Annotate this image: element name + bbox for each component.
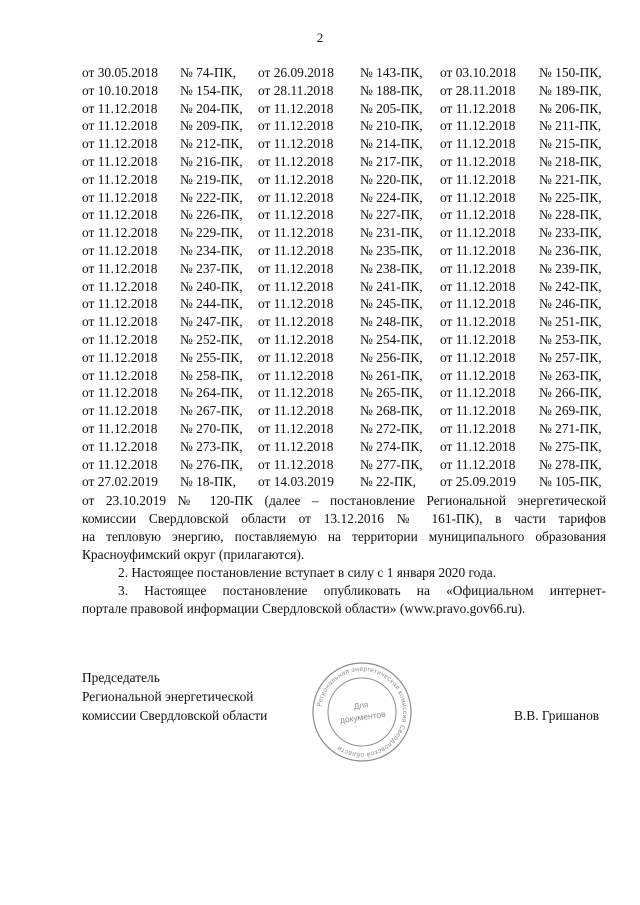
resolution-number: № 276-ПК, <box>180 456 243 472</box>
resolution-number: № 225-ПК, <box>539 189 602 205</box>
resolution-date: от 03.10.2018 <box>440 65 516 80</box>
resolution-date: от 11.12.2018 <box>440 189 516 205</box>
resolution-number: № 210-ПК, <box>360 118 423 134</box>
resolution-date: от 11.12.2018 <box>82 438 158 454</box>
resolution-number: № 272-ПК, <box>360 420 423 436</box>
resolution-date: от 14.03.2019 <box>258 474 334 490</box>
resolution-date: от 11.12.2018 <box>258 367 334 383</box>
item-3-line-2: портале правовой информации Свердловской области» (www.pravo.gov66.ru). <box>82 601 526 616</box>
resolution-date: от 11.12.2018 <box>82 171 158 187</box>
resolution-date: от 11.12.2018 <box>82 207 158 223</box>
resolution-row <box>0 206 640 224</box>
resolution-number: № 275-ПК, <box>539 438 602 454</box>
resolution-date: от 11.12.2018 <box>82 136 158 152</box>
resolution-number: № 234-ПК, <box>180 242 243 258</box>
resolution-number: № 238-ПК, <box>360 260 423 276</box>
resolution-number: № 228-ПК, <box>539 207 602 223</box>
resolution-number: № 189-ПК, <box>539 82 602 98</box>
resolution-number: № 264-ПК, <box>180 385 243 401</box>
resolution-number: № 235-ПК, <box>360 242 423 258</box>
resolution-row <box>0 278 640 296</box>
resolution-row <box>0 456 640 474</box>
resolution-row <box>0 82 640 100</box>
resolution-row <box>0 260 640 278</box>
resolution-date: от 11.12.2018 <box>440 171 516 187</box>
resolution-date: от 11.12.2018 <box>82 403 158 419</box>
resolution-date: от 28.11.2018 <box>258 82 334 98</box>
resolution-date: от 25.09.2019 <box>440 474 516 490</box>
resolution-number: № 240-ПК, <box>180 278 243 294</box>
continuation-line-2: комиссии Свердловской области от 13.12.2016 № 161-ПК), в части тарифов <box>82 511 606 526</box>
resolution-date: от 11.12.2018 <box>258 331 334 347</box>
resolution-number: № 274-ПК, <box>360 438 423 454</box>
resolution-number: № 236-ПК, <box>539 242 602 258</box>
resolution-number: № 244-ПК, <box>180 296 243 312</box>
resolution-number: № 256-ПК, <box>360 349 423 365</box>
resolution-date: от 11.12.2018 <box>440 278 516 294</box>
continuation-line-4: Красноуфимский округ (прилагаются). <box>82 547 305 562</box>
resolution-number: № 219-ПК, <box>180 171 243 187</box>
resolution-row <box>0 242 640 260</box>
resolution-row <box>0 367 640 385</box>
resolution-date: от 28.11.2018 <box>440 82 516 98</box>
resolution-number: № 205-ПК, <box>360 100 423 116</box>
resolution-number: № 22-ПК, <box>360 474 416 490</box>
resolution-number: № 231-ПК, <box>360 225 423 241</box>
resolution-number: № 233-ПК, <box>539 225 602 241</box>
resolution-number: № 257-ПК, <box>539 349 602 365</box>
resolutions-table <box>0 64 640 491</box>
resolution-date: от 11.12.2018 <box>258 456 334 472</box>
resolution-number: № 271-ПК, <box>539 420 602 436</box>
resolution-number: № 154-ПК, <box>180 82 243 98</box>
resolution-date: от 11.12.2018 <box>258 260 334 276</box>
resolution-number: № 204-ПК, <box>180 100 243 116</box>
resolution-number: № 246-ПК, <box>539 296 602 312</box>
resolution-date: от 11.12.2018 <box>82 456 158 472</box>
resolution-number: № 224-ПК, <box>360 189 423 205</box>
resolution-number: № 254-ПК, <box>360 331 423 347</box>
resolution-date: от 11.12.2018 <box>440 420 516 436</box>
resolution-date: от 11.12.2018 <box>258 100 334 116</box>
resolution-date: от 11.12.2018 <box>440 225 516 241</box>
resolution-number: № 105-ПК, <box>539 474 602 490</box>
resolution-date: от 11.12.2018 <box>440 296 516 312</box>
resolution-number: № 214-ПК, <box>360 136 423 152</box>
resolution-number: № 265-ПК, <box>360 385 423 401</box>
resolution-number: № 227-ПК, <box>360 207 423 223</box>
resolution-date: от 11.12.2018 <box>258 420 334 436</box>
signatory-title-line: Председатель <box>82 670 160 685</box>
resolution-date: от 11.12.2018 <box>258 136 334 152</box>
resolution-row <box>0 64 640 82</box>
resolution-date: от 30.05.2018 <box>82 65 158 80</box>
resolution-number: № 206-ПК, <box>539 100 602 116</box>
resolution-number: № 245-ПК, <box>360 296 423 312</box>
resolution-number: № 209-ПК, <box>180 118 243 134</box>
resolution-number: № 74-ПК, <box>180 65 236 80</box>
resolution-number: № 222-ПК, <box>180 189 243 205</box>
resolution-number: № 242-ПК, <box>539 278 602 294</box>
resolution-date: от 11.12.2018 <box>258 438 334 454</box>
signatory-title <box>82 668 267 725</box>
resolution-date: от 11.12.2018 <box>82 314 158 330</box>
item-3-line-1: 3. Настоящее постановление опубликовать на «Официальном интернет- <box>118 583 606 598</box>
resolution-row <box>0 100 640 118</box>
resolution-date: от 26.09.2018 <box>258 65 334 80</box>
resolution-number: № 237-ПК, <box>180 260 243 276</box>
resolution-date: от 11.12.2018 <box>258 207 334 223</box>
resolution-date: от 10.10.2018 <box>82 82 158 98</box>
official-seal-stamp <box>310 660 414 764</box>
resolution-number: № 247-ПК, <box>180 314 243 330</box>
resolution-number: № 239-ПК, <box>539 260 602 276</box>
seal-inner-bottom: документов <box>339 708 387 726</box>
resolution-date: от 11.12.2018 <box>440 438 516 454</box>
resolution-row <box>0 438 640 456</box>
resolution-date: от 11.12.2018 <box>82 118 158 134</box>
resolution-date: от 11.12.2018 <box>258 296 334 312</box>
resolution-number: № 255-ПК, <box>180 349 243 365</box>
resolution-row <box>0 349 640 367</box>
resolution-number: № 258-ПК, <box>180 367 243 383</box>
resolution-date: от 11.12.2018 <box>440 456 516 472</box>
resolution-date: от 11.12.2018 <box>440 136 516 152</box>
resolution-row <box>0 473 640 491</box>
resolution-date: от 11.12.2018 <box>258 403 334 419</box>
continuation-line-3: на тепловую энергию, поставляемую на территории муниципального образования <box>82 529 606 544</box>
item-2: 2. Настоящее постановление вступает в силу с 1 января 2020 года. <box>118 565 497 580</box>
resolution-date: от 11.12.2018 <box>258 171 334 187</box>
resolution-date: от 11.12.2018 <box>258 225 334 241</box>
resolution-number: № 220-ПК, <box>360 171 423 187</box>
resolution-date: от 11.12.2018 <box>440 153 516 169</box>
resolution-number: № 277-ПК, <box>360 456 423 472</box>
resolution-date: от 11.12.2018 <box>82 242 158 258</box>
resolution-date: от 11.12.2018 <box>82 420 158 436</box>
resolution-row <box>0 135 640 153</box>
resolution-date: от 11.12.2018 <box>258 153 334 169</box>
resolution-date: от 11.12.2018 <box>440 100 516 116</box>
signatory-title-line: Региональной энергетической <box>82 689 254 704</box>
resolution-number: № 253-ПК, <box>539 331 602 347</box>
resolution-number: № 216-ПК, <box>180 153 243 169</box>
resolution-number: № 266-ПК, <box>539 385 602 401</box>
resolution-date: от 11.12.2018 <box>440 385 516 401</box>
resolution-date: от 11.12.2018 <box>440 367 516 383</box>
resolution-date: от 11.12.2018 <box>82 153 158 169</box>
signatory-name: В.В. Гришанов <box>514 708 600 723</box>
resolution-date: от 11.12.2018 <box>258 242 334 258</box>
resolution-date: от 11.12.2018 <box>258 118 334 134</box>
resolution-number: № 18-ПК, <box>180 474 236 490</box>
resolution-date: от 11.12.2018 <box>82 296 158 312</box>
resolution-row <box>0 384 640 402</box>
resolution-date: от 11.12.2018 <box>440 207 516 223</box>
resolution-date: от 27.02.2019 <box>82 474 158 490</box>
resolution-date: от 11.12.2018 <box>82 100 158 116</box>
resolution-number: № 212-ПК, <box>180 136 243 152</box>
seal-ring-text: Региональная энергетическая комиссия Свердловской области <box>316 665 409 759</box>
resolution-date: от 11.12.2018 <box>258 349 334 365</box>
resolution-row <box>0 331 640 349</box>
resolution-row <box>0 295 640 313</box>
resolution-date: от 11.12.2018 <box>82 385 158 401</box>
resolution-number: № 248-ПК, <box>360 314 423 330</box>
resolution-row <box>0 153 640 171</box>
resolution-number: № 226-ПК, <box>180 207 243 223</box>
resolution-number: № 150-ПК, <box>539 65 602 80</box>
resolution-row <box>0 171 640 189</box>
resolution-date: от 11.12.2018 <box>258 385 334 401</box>
resolution-date: от 11.12.2018 <box>258 189 334 205</box>
resolution-number: № 218-ПК, <box>539 153 602 169</box>
resolution-number: № 270-ПК, <box>180 420 243 436</box>
resolution-row <box>0 420 640 438</box>
resolution-row <box>0 313 640 331</box>
resolution-date: от 11.12.2018 <box>82 189 158 205</box>
seal-inner-top: Для <box>353 700 369 712</box>
resolution-number: № 217-ПК, <box>360 153 423 169</box>
resolution-date: от 11.12.2018 <box>440 118 516 134</box>
resolution-date: от 11.12.2018 <box>440 331 516 347</box>
resolution-number: № 273-ПК, <box>180 438 243 454</box>
resolution-row <box>0 402 640 420</box>
resolution-date: от 11.12.2018 <box>440 349 516 365</box>
resolution-date: от 11.12.2018 <box>82 278 158 294</box>
resolution-number: № 252-ПК, <box>180 331 243 347</box>
page-number: 2 <box>316 30 324 45</box>
resolution-date: от 11.12.2018 <box>82 331 158 347</box>
resolution-date: от 11.12.2018 <box>82 225 158 241</box>
resolution-number: № 215-ПК, <box>539 136 602 152</box>
signatory-title-line: комиссии Свердловской области <box>82 708 268 723</box>
resolution-number: № 143-ПК, <box>360 65 423 80</box>
resolution-date: от 11.12.2018 <box>440 242 516 258</box>
resolution-row <box>0 189 640 207</box>
resolution-number: № 278-ПК, <box>539 456 602 472</box>
resolution-number: № 267-ПК, <box>180 403 243 419</box>
resolution-number: № 261-ПК, <box>360 367 423 383</box>
resolution-number: № 221-ПК, <box>539 171 602 187</box>
resolution-number: № 268-ПК, <box>360 403 423 419</box>
resolution-number: № 241-ПК, <box>360 278 423 294</box>
resolution-number: № 188-ПК, <box>360 82 423 98</box>
resolution-number: № 211-ПК, <box>539 118 602 134</box>
resolution-row <box>0 224 640 242</box>
resolution-date: от 11.12.2018 <box>82 367 158 383</box>
resolution-date: от 11.12.2018 <box>440 403 516 419</box>
resolution-number: № 251-ПК, <box>539 314 602 330</box>
resolution-date: от 11.12.2018 <box>258 278 334 294</box>
continuation-line-1: от 23.10.2019 № 120-ПК (далее – постановление Региональной энергетической <box>82 493 606 508</box>
resolution-date: от 11.12.2018 <box>82 349 158 365</box>
resolution-row <box>0 117 640 135</box>
resolution-date: от 11.12.2018 <box>258 314 334 330</box>
resolution-date: от 11.12.2018 <box>440 260 516 276</box>
resolution-date: от 11.12.2018 <box>82 260 158 276</box>
resolution-number: № 263-ПК, <box>539 367 602 383</box>
resolution-number: № 269-ПК, <box>539 403 602 419</box>
resolution-number: № 229-ПК, <box>180 225 243 241</box>
resolution-date: от 11.12.2018 <box>440 314 516 330</box>
